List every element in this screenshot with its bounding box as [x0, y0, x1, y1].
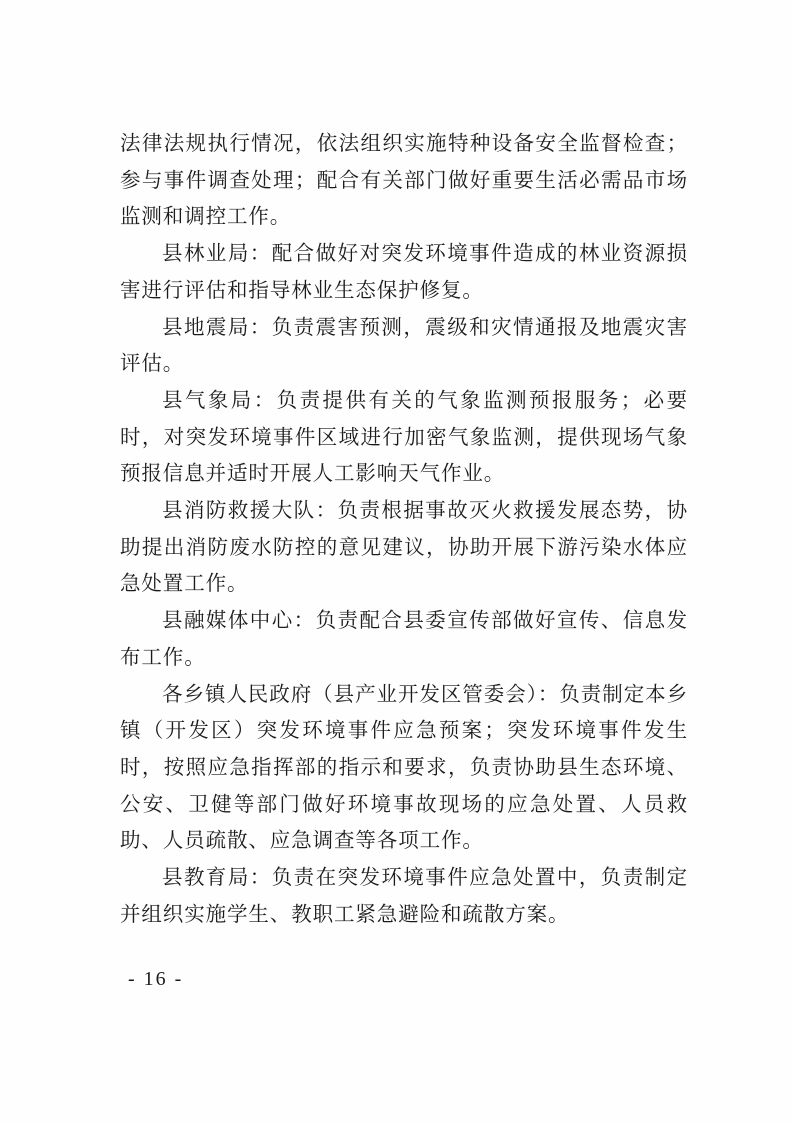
- page-number: - 16 -: [128, 968, 184, 990]
- paragraph-media-center: 县融媒体中心：负责配合县委宣传部做好宣传、信息发布工作。: [120, 608, 688, 669]
- paragraph-meteorological-bureau: 县气象局：负责提供有关的气象监测预报服务；必要时，对突发环境事件区域进行加密气象监测，提供现场气象预报信息并适时开展人工影响天气作业。: [120, 387, 688, 486]
- paragraph-earthquake-bureau: 县地震局：负责震害预测，震级和灾情通报及地震灾害评估。: [120, 314, 688, 376]
- document-body: [120, 125, 688, 932]
- paragraph-township-governments: 各乡镇人民政府（县产业开发区管委会）：负责制定本乡镇（开发区）突发环境事件应急预案；突发环境事件发生时，按照应急指挥部的指示和要求，负责协助县生态环境、公安、卫健等部门做好环境事故现场的应急处置、人员救助、人员疏散、应急调查等各项工作。: [120, 681, 688, 853]
- paragraph-forestry-bureau: 县林业局：配合做好对突发环境事件造成的林业资源损害进行评估和指导林业生态保护修复。: [120, 241, 688, 302]
- paragraph-continuation: 法律法规执行情况，依法组织实施特种设备安全监督检查；参与事件调查处理；配合有关部门做好重要生活必需品市场监测和调控工作。: [120, 131, 688, 229]
- paragraph-education-bureau: 县教育局：负责在突发环境事件应急处置中，负责制定并组织实施学生、教职工紧急避险和疏散方案。: [120, 865, 688, 926]
- paragraph-fire-rescue-brigade: 县消防救援大队：负责根据事故灭火救援发展态势，协助提出消防废水防控的意见建议，协助开展下游污染水体应急处置工作。: [120, 498, 688, 596]
